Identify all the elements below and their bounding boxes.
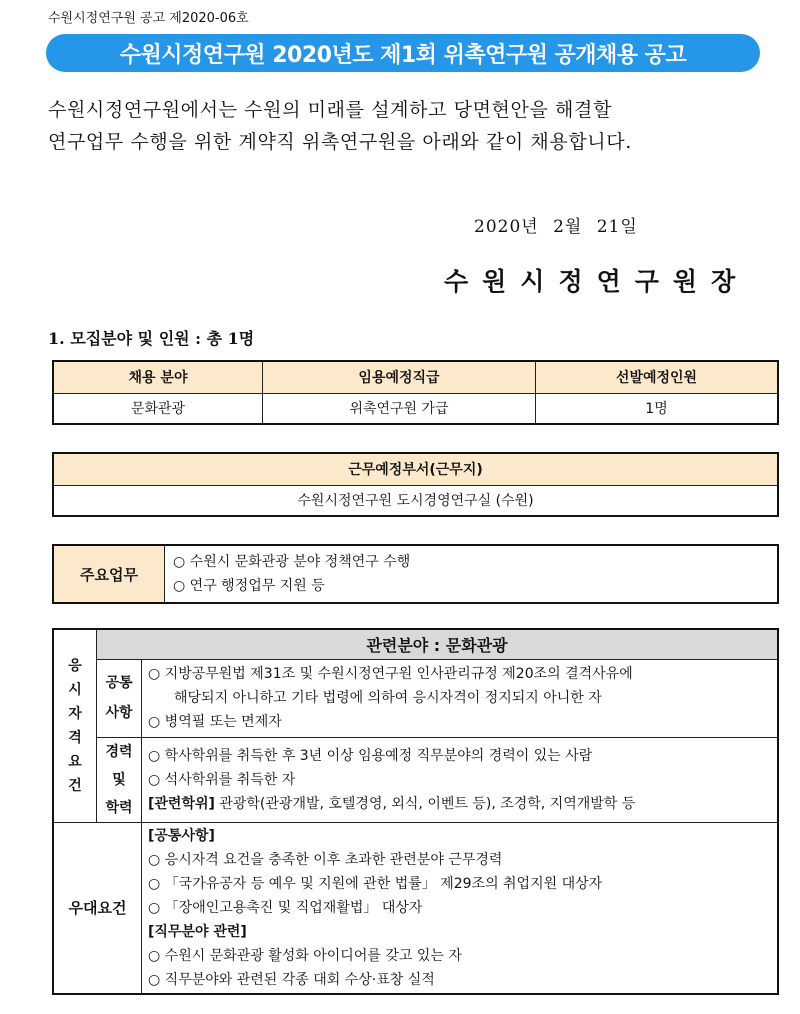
- career-requirements: [142, 737, 779, 822]
- common-item: ○ 병역필 또는 면제자: [148, 714, 282, 730]
- career-item: ○ 학사학위를 취득한 후 3년 이상 임용예정 직무분야의 경력이 있는 사람: [148, 747, 593, 764]
- degree-label: [관련학위]: [148, 795, 215, 812]
- preference-item: ○ 「장애인고용촉진 및 직업재활법」 대상자: [148, 899, 423, 916]
- preference-item: ○ 직무분야와 관련된 각종 대회 수상·표창 실적: [148, 971, 435, 988]
- duty-item: ○ 연구 행정업무 지원 등: [173, 578, 325, 594]
- intro-line-2: 연구업무 수행을 위한 계약직 위촉연구원을 아래와 같이 채용합니다.: [48, 131, 632, 153]
- intro-paragraph: [48, 94, 778, 158]
- intro-line-1: 수원시정연구원에서는 수원의 미래를 설계하고 당면현안을 해결할: [48, 99, 612, 121]
- career-item: ○ 석사학위를 취득한 자: [148, 771, 296, 788]
- department-value: 수원시정연구원 도시경영연구실 (수원): [53, 485, 778, 516]
- duty-table: [52, 544, 779, 604]
- preference-job-head: [직무분야 관련]: [148, 923, 247, 940]
- section-1-heading: 1. 모집분야 및 인원 : 총 1명: [48, 329, 255, 348]
- preference-item: ○ 수원시 문화관광 활성화 아이디어를 갖고 있는 자: [148, 947, 462, 964]
- header-count: 선발예정인원: [536, 361, 779, 393]
- degree-text: 관광학(관광개발, 호텔경영, 외식, 이벤트 등), 조경학, 지역개발학 등: [214, 795, 636, 812]
- degree-line: [148, 792, 771, 816]
- recruit-table: [52, 360, 779, 425]
- cell-count: 1명: [536, 393, 779, 424]
- field-header: 관련분야 : 문화관광: [97, 629, 779, 659]
- signature: 수원시정연구원장: [444, 267, 750, 296]
- preference-common-head: [공통사항]: [148, 827, 215, 844]
- preference-item: ○ 「국가유공자 등 예우 및 지원에 관한 법률」 제29조의 취업지원 대상자: [148, 875, 603, 892]
- notice-number: 수원시정연구원 공고 제2020-06호: [48, 11, 249, 26]
- eligibility-side-label: 응 시 자 격 요 건: [53, 629, 97, 822]
- common-item: ○ 지방공무원법 제31조 및 수원시정연구원 인사관리규정 제20조의 결격사유에: [148, 666, 633, 682]
- common-label: 공통 사항: [97, 659, 142, 737]
- header-field: 채용 분야: [53, 361, 263, 393]
- common-item-continued: 해당되지 아니하고 기타 법령에 의하여 응시자격이 정지되지 아니한 자: [174, 690, 602, 706]
- preference-requirements: [142, 822, 779, 994]
- cell-rank: 위촉연구원 가급: [263, 393, 536, 424]
- common-requirements: [142, 659, 779, 737]
- department-table: [52, 452, 779, 517]
- department-header: 근무예정부서(근무지): [53, 453, 778, 485]
- career-label: 경력 및 학력: [97, 737, 142, 822]
- cell-field: 문화관광: [53, 393, 263, 424]
- preference-label: 우대요건: [53, 822, 142, 994]
- preference-item: ○ 응시자격 요건을 충족한 이후 초과한 관련분야 근무경력: [148, 851, 503, 868]
- header-rank: 임용예정직급: [263, 361, 536, 393]
- duty-label: 주요업무: [53, 545, 165, 603]
- announcement-date: 2020년 2월 21일: [474, 217, 638, 237]
- requirements-table: [52, 628, 779, 995]
- announcement-title: 수원시정연구원 2020년도 제1회 위촉연구원 공개채용 공고: [46, 34, 760, 72]
- duty-item: ○ 수원시 문화관광 분야 정책연구 수행: [173, 554, 411, 570]
